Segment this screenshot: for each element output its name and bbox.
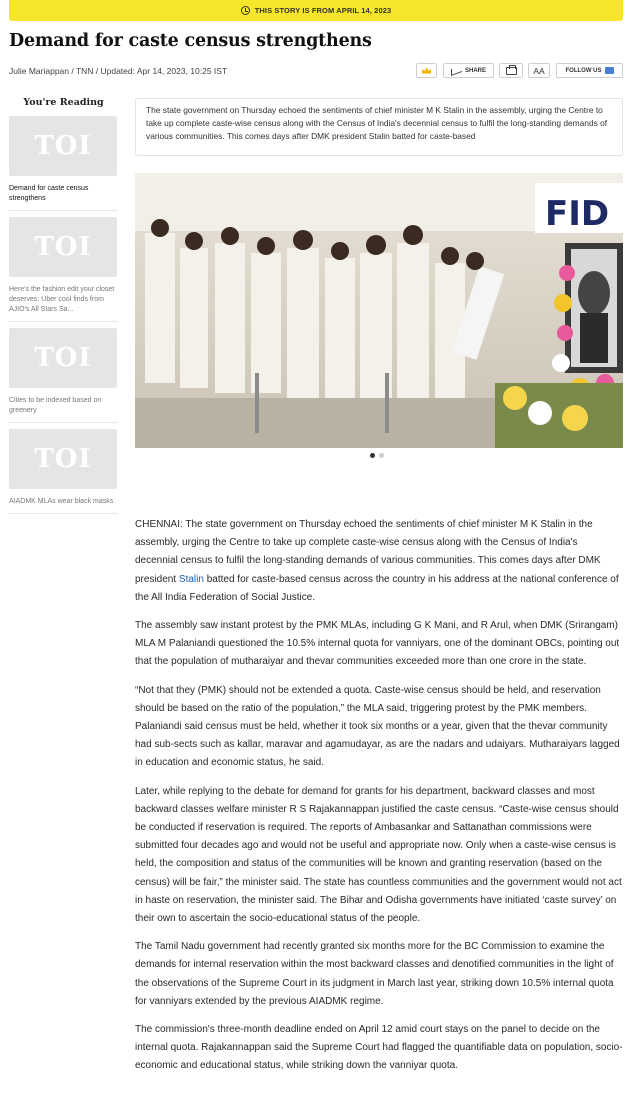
story-thumbnail[interactable]: [9, 429, 117, 489]
paragraph-text: batted for caste-based census across the country in his address at the national conference of the All India Federation of Social Justice.: [135, 573, 619, 603]
sidebar-story-card[interactable]: [9, 328, 118, 423]
archive-date-banner: [9, 0, 623, 21]
archive-date-text: THIS STORY IS FROM APRIL 14, 2023: [254, 6, 392, 15]
carousel-dot-active[interactable]: [370, 453, 375, 458]
article-byline: Julie Mariappan / TNN / Updated: Apr 14, 2023, 10:25 IST: [9, 66, 228, 76]
article-summary-box: [135, 98, 623, 156]
article-headline: Demand for caste census strengthens: [9, 31, 372, 51]
follow-us-button[interactable]: [556, 63, 623, 78]
follow-label: FOLLOW US: [565, 67, 602, 74]
paragraph-text: CHENNAI: The state government on Thursday echoed the sentiments of chief minister M K Stalin in the assembly, urging the Centre to take up complete caste-wise census along with the Census of India's decennial census to fulfil the long-standing demands of various communities. This comes days after DMK president: [135, 519, 601, 585]
article-body: [135, 516, 623, 1086]
share-button[interactable]: [443, 63, 494, 78]
sidebar-heading: You're Reading: [23, 97, 104, 108]
story-thumbnail[interactable]: [9, 116, 117, 176]
sidebar-story-card[interactable]: [9, 217, 118, 322]
story-title[interactable]: Demand for caste census strengthens: [9, 185, 89, 202]
summary-text: The state government on Thursday echoed the sentiments of chief minister M K Stalin in the assembly, urging the Centre to take up complete caste-wise census along with the Census of India's decennial census to fulfil the long-standing demands of various communities. This comes days after DMK president Stalin batted for caste-based: [146, 105, 608, 141]
toi-logo: TOI: [34, 343, 92, 373]
history-clock-icon: [241, 6, 250, 15]
story-title[interactable]: Cities to be indexed based on greenery: [9, 397, 102, 414]
sidebar-story-card[interactable]: [9, 429, 118, 514]
sidebar-story-card[interactable]: [9, 116, 118, 211]
font-size-label: AA: [533, 65, 545, 76]
event-photo: [135, 173, 623, 448]
story-thumbnail[interactable]: [9, 328, 117, 388]
crown-icon: [422, 68, 431, 74]
toi-logo: TOI: [34, 444, 92, 474]
share-icon: [451, 65, 462, 76]
youre-reading-sidebar: [9, 97, 118, 520]
article-paragraph: The commission's three-month deadline ended on April 12 amid court stays on the panel to decide on the internal quota. Rajakannappan said the Supreme Court had flagged the quantifiable data on population, socio-economic and educational status, while striking down the vanniyar quota.: [135, 1024, 623, 1072]
article-paragraph: The Tamil Nadu government had recently granted six months more for the BC Commission to examine the demands for internal reservation within the most backward classes and denotified communities in the light of the observations of the Supreme Court in its judgment in March last year, striking down 10.5% internal quota for vanniyars extended by the previous AIADMK regime.: [135, 941, 614, 1007]
photo-banner-text: FID: [545, 194, 610, 234]
story-title[interactable]: Here's the fashion edit your closet deserves: Uber cool finds from AJIO's All Stars Sa...: [9, 286, 115, 313]
article-paragraph: “Not that they (PMK) should not be extended a quota. Caste-wise census should be held, and reservation should be based on the ratio of the population,” the MLA said, triggering protest by the PMK members. Palaniandi said census must be held, whether it took six months or a year, given that the thevar community had sub-sects such as kallar, maravar and agamudayar, as are the nadars and udaiyars. Mutharaiyars lagged in education and economic status, he said.: [135, 684, 620, 769]
google-news-icon: [605, 67, 614, 74]
article-paragraph: [135, 516, 623, 607]
share-label: SHARE: [464, 67, 486, 74]
stalin-link[interactable]: Stalin: [178, 573, 204, 585]
article-paragraph: Later, while replying to the debate for demand for grants for his department, backward classes and most backward classes welfare minister R S Rajakannappan justified the caste census. “Caste-wise census should be conducted if reservation is required. The reports of Ambasankar and Sattanathan commissions were submitted four decades ago and would not be useful and appropriate now. Only when a caste-wise census is held, the composition and status of the communities will be known and granting reservation (based on the census) will be fair,” the minister said. The state has countless communities and the government would not act in haste on reservation, the minister said. The Bihar and Odisha governments have initiated ‘caste survey’ on their own to ascertain the socio-educational status of the people.: [135, 785, 622, 925]
article-paragraph: The assembly saw instant protest by the PMK MLAs, including G K Mani, and R Arul, when DMK (Srirangam) MLA M Palaniandi questioned the 10.5% internal quota for vanniyars, one of the dominant OBCs, pointing out that the population of mutharaiyar and thevar communities exceeded more than one crore in the state.: [135, 620, 620, 668]
story-thumbnail[interactable]: [9, 217, 117, 277]
story-title[interactable]: AIADMK MLAs wear black masks: [9, 498, 114, 505]
toi-logo: TOI: [34, 131, 92, 161]
print-icon: [506, 67, 517, 75]
article-photo-carousel[interactable]: [135, 173, 623, 448]
print-button[interactable]: [499, 63, 523, 78]
premium-button[interactable]: [416, 63, 437, 78]
carousel-dot[interactable]: [379, 453, 384, 458]
font-size-button[interactable]: [528, 63, 550, 78]
toi-logo: TOI: [34, 232, 92, 262]
carousel-pagination: [370, 453, 384, 458]
